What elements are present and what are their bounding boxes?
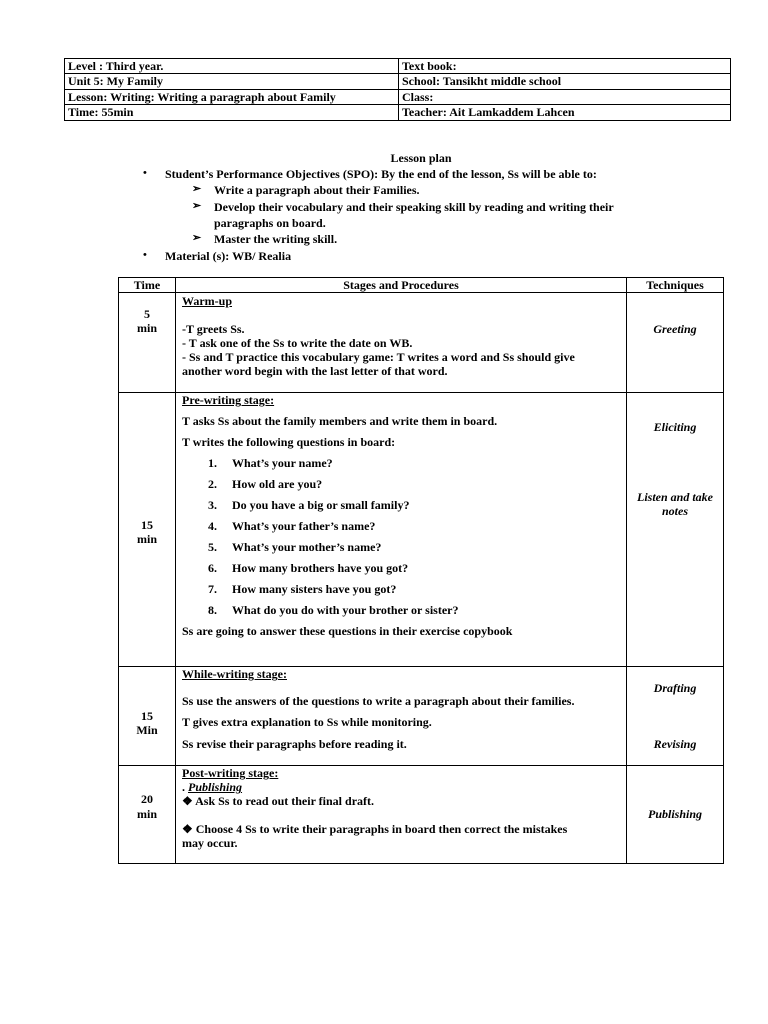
publishing-dot: . [182, 780, 185, 795]
whilewriting-time-value: 15 [141, 709, 153, 724]
unit-cell: Unit 5: My Family [65, 74, 399, 89]
postwriting-item [182, 822, 567, 836]
warmup-time-value: 5 [144, 307, 150, 322]
question-number: 8. [208, 603, 217, 618]
warmup-line: - Ss and T practice this vocabulary game: T writes a word and Ss should give [182, 350, 575, 365]
postwriting-stage-cell [176, 766, 627, 864]
warmup-line: -T greets Ss. [182, 322, 245, 337]
question-number: 4. [208, 519, 217, 534]
technique-greeting: Greeting [653, 322, 697, 337]
technique-revising: Revising [653, 737, 697, 752]
technique-drafting: Drafting [653, 681, 697, 696]
objective-item-continued: paragraphs on board. [214, 216, 326, 230]
whilewriting-line: Ss use the answers of the questions to write a paragraph about their families. [182, 694, 575, 709]
prewriting-intro: T asks Ss about the family members and write them in board. [182, 414, 498, 429]
warmup-time-cell [119, 293, 176, 393]
whilewriting-line: Ss revise their paragraphs before reading it. [182, 737, 407, 752]
warmup-row [119, 293, 724, 393]
prewriting-technique-cell [627, 393, 724, 667]
question-number: 1. [208, 456, 217, 471]
bullet-icon: • [143, 167, 147, 179]
postwriting-line: Ask Ss to read out their final draft. [195, 794, 375, 809]
lesson-stages-table [118, 277, 724, 864]
postwriting-title: Post-writing stage: [182, 766, 279, 781]
technique-listen: Listen and take [636, 490, 713, 505]
postwriting-item [182, 794, 374, 808]
whilewriting-time-cell [119, 667, 176, 766]
question-number: 3. [208, 498, 217, 513]
question-text: How old are you? [232, 477, 323, 492]
whilewriting-row [119, 667, 724, 766]
arrow-icon: ➢ [192, 200, 202, 212]
prewriting-stage-cell [176, 393, 627, 667]
question-text: What’s your father’s name? [232, 519, 376, 534]
question-number: 6. [208, 561, 217, 576]
question-number: 2. [208, 477, 217, 492]
technique-listen-continued: notes [661, 504, 688, 519]
postwriting-time-cell [119, 766, 176, 864]
arrow-icon: ➢ [192, 183, 202, 195]
prewriting-row [119, 393, 724, 667]
postwriting-line-continued: may occur. [182, 836, 238, 851]
publishing-subtitle [182, 780, 242, 794]
warmup-technique-cell [627, 293, 724, 393]
publishing-label: Publishing [188, 780, 243, 795]
warmup-line: - T ask one of the Ss to write the date on WB. [182, 336, 413, 351]
question-text: Do you have a big or small family? [232, 498, 410, 513]
prewriting-time-cell [119, 393, 176, 667]
whilewriting-time-unit: Min [136, 723, 158, 738]
technique-publishing: Publishing [647, 807, 703, 822]
warmup-title: Warm-up [182, 294, 233, 309]
postwriting-row [119, 766, 724, 864]
school-cell: School: Tansikht middle school [399, 74, 731, 89]
warmup-line: another word begin with the last letter of that word. [182, 364, 448, 379]
prewriting-title: Pre-writing stage: [182, 393, 275, 408]
objective-item: Write a paragraph about their Families. [214, 183, 420, 197]
text-book-cell: Text book: [399, 59, 731, 74]
diamond-icon: ❖ [182, 822, 193, 837]
prewriting-outro: Ss are going to answer these questions in their exercise copybook [182, 624, 513, 639]
level-cell: Level : Third year. [65, 59, 399, 74]
prewriting-time-value: 15 [141, 518, 153, 533]
diamond-icon: ❖ [182, 794, 193, 809]
teacher-cell: Teacher: Ait Lamkaddem Lahcen [399, 105, 731, 120]
header-stages: Stages and Procedures [176, 278, 627, 293]
whilewriting-title: While-writing stage: [182, 667, 287, 682]
question-text: What do you do with your brother or sister? [232, 603, 459, 618]
postwriting-line: Choose 4 Ss to write their paragraphs in board then correct the mistakes [195, 822, 568, 837]
whilewriting-line: T gives extra explanation to Ss while monitoring. [182, 715, 432, 730]
header-techniques: Techniques [627, 278, 724, 293]
time-cell: Time: 55min [65, 105, 399, 120]
warmup-time-unit: min [136, 321, 157, 336]
objective-item: Master the writing skill. [214, 232, 338, 246]
header-info-table [64, 58, 731, 121]
question-text: What’s your mother’s name? [232, 540, 382, 555]
arrow-icon: ➢ [192, 232, 202, 244]
objective-item: Develop their vocabulary and their speaking skill by reading and writing their [214, 200, 614, 214]
question-number: 5. [208, 540, 217, 555]
postwriting-technique-cell [627, 766, 724, 864]
prewriting-time-unit: min [136, 532, 157, 547]
question-text: What’s your name? [232, 456, 333, 471]
class-cell: Class: [399, 89, 731, 104]
question-text: How many brothers have you got? [232, 561, 409, 576]
warmup-stage-cell [176, 293, 627, 393]
prewriting-intro: T writes the following questions in board: [182, 435, 396, 450]
lesson-plan-title: Lesson plan [390, 151, 452, 165]
question-number: 7. [208, 582, 217, 597]
whilewriting-technique-cell [627, 667, 724, 766]
postwriting-time-unit: min [136, 807, 157, 822]
technique-eliciting: Eliciting [653, 420, 697, 435]
lesson-cell: Lesson: Writing: Writing a paragraph about Family [65, 89, 399, 104]
postwriting-time-value: 20 [141, 792, 153, 807]
spo-text: Student’s Performance Objectives (SPO): By the end of the lesson, Ss will be able to: [165, 167, 597, 181]
bullet-icon: • [143, 249, 147, 261]
material-text: Material (s): WB/ Realia [165, 249, 292, 263]
question-text: How many sisters have you got? [232, 582, 397, 597]
header-time: Time [119, 278, 176, 293]
whilewriting-stage-cell [176, 667, 627, 766]
